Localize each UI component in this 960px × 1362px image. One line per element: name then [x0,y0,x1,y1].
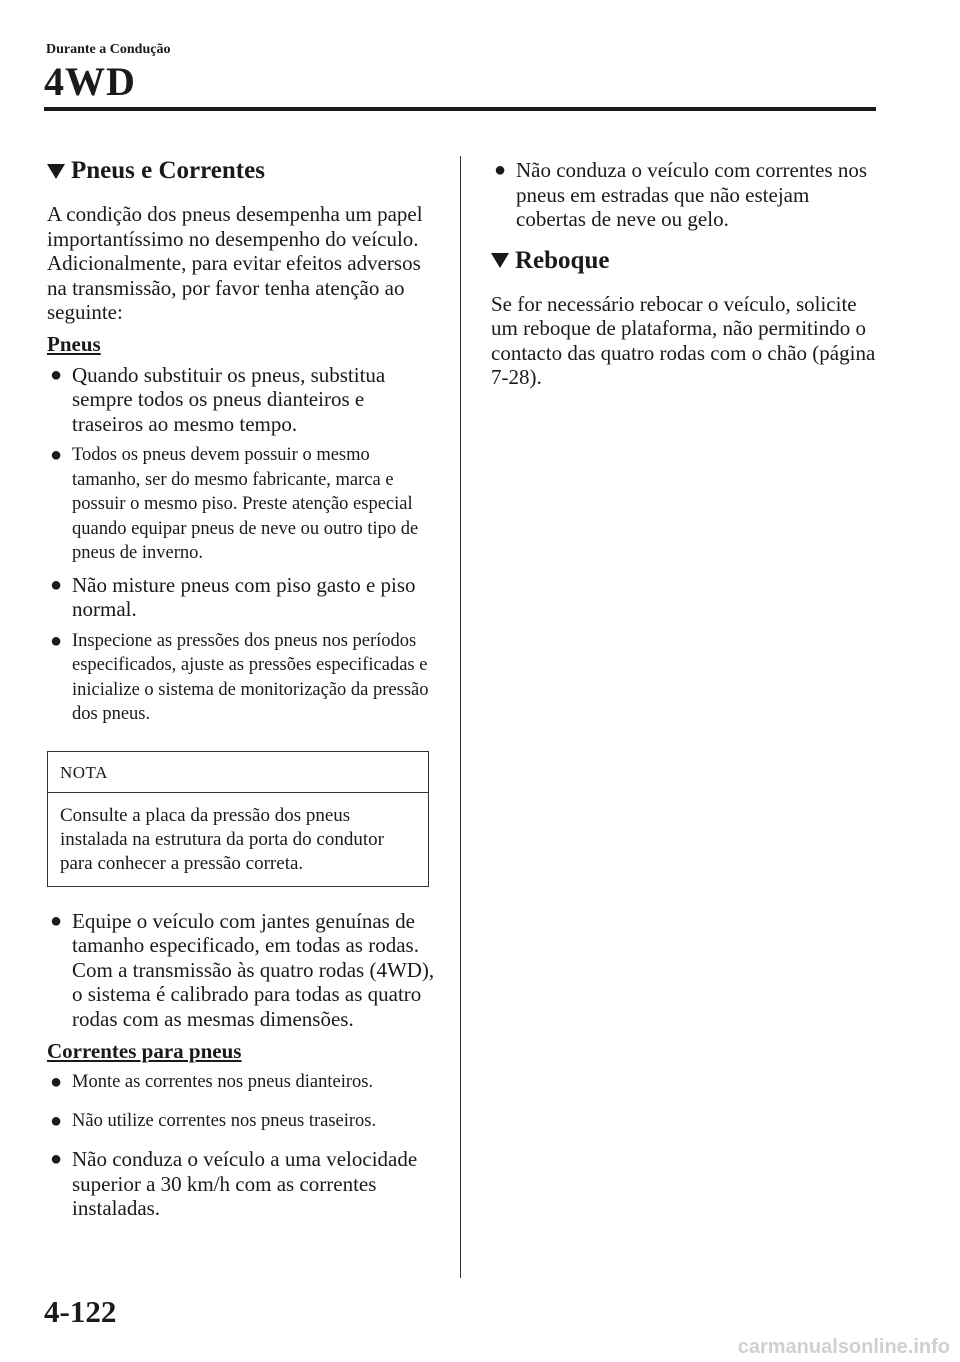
section-title-reboque [491,244,881,278]
jantes-list [47,909,437,1032]
continued-list [491,158,881,232]
watermark: carmanualsonline.info [737,1336,950,1358]
intro-paragraph: A condição dos pneus desempenha um papel importantíssimo no desempenho do veículo. Adicionalmente, para evitar efeitos adversos na transmissão, por favor tenha atenção ao seguinte: [47,202,423,324]
correntes-list [47,1070,437,1221]
section-title-pneus [47,154,437,188]
triangle-marker-icon [491,253,509,268]
header-rule [44,107,876,111]
list-item: ● Não conduza o veículo a uma velocidade superior a 30 km/h com as correntes instaladas. [50,1147,418,1220]
right-column [491,150,881,396]
pneus-list [47,363,437,727]
list-item: ● Não conduza o veículo com correntes nos pneus em estradas que não estejam cobertas de neve ou gelo. [494,158,868,231]
note-text: Consulte a placa da pressão dos pneus instalada na estrutura da porta do condutor para conhecer a pressão correta. [60,804,384,874]
note-box [47,751,429,887]
list-item: ● Todos os pneus devem possuir o mesmo tamanho, ser do mesmo fabricante, marca e possuir o mesmo piso. Preste atenção especial quando equipar pneus de neve ou outro tipo de pneus de inverno. [50,444,419,563]
column-divider [460,156,461,1278]
bullet-icon: ● [50,1071,63,1093]
subheading-pneus: Pneus [47,331,101,356]
left-column [47,150,437,1228]
triangle-marker-icon [47,164,65,179]
list-item: ● Inspecione as pressões dos pneus nos períodos especificados, ajuste as pressões especificadas e inicialize o sistema de monitorização da pressão dos pneus. [50,629,429,724]
chapter-title: 4WD [44,59,136,104]
bullet-icon: ● [50,629,63,652]
bullet-icon: ● [50,363,63,386]
page-number: 4-122 [44,1294,117,1329]
list-item: ● Quando substituir os pneus, substitua sempre todos os pneus dianteiros e traseiros ao mesmo tempo. [50,362,386,436]
bullet-icon: ● [50,573,63,596]
section-title-text: Reboque [515,246,610,274]
section-title-text: Pneus e Correntes [71,157,265,184]
bullet-icon: ● [50,1109,63,1132]
note-label: NOTA [48,752,428,793]
reboque-paragraph: Se for necessário rebocar o veículo, solicite um reboque de plataforma, não permitindo o contacto das quatro rodas com o chão (página 7-28). [491,291,876,389]
subheading-correntes: Correntes para pneus [47,1039,242,1063]
list-item: ● Monte as correntes nos pneus dianteiros. [50,1071,374,1093]
bullet-icon: ● [50,909,63,932]
bullet-icon: ● [50,444,63,466]
bullet-icon: ● [494,159,507,181]
list-item: ● Não utilize correntes nos pneus traseiros. [50,1109,377,1132]
list-item: ● Equipe o veículo com jantes genuínas de tamanho especificado, em todas as rodas. Com a transmissão às quatro rodas (4WD), o sistema é calibrado para todas as quatro rodas com as mesmas dimensões. [50,908,435,1031]
bullet-icon: ● [50,1148,63,1170]
list-item: ● Não misture pneus com piso gasto e piso normal. [50,572,416,621]
breadcrumb: Durante a Condução [46,42,171,57]
